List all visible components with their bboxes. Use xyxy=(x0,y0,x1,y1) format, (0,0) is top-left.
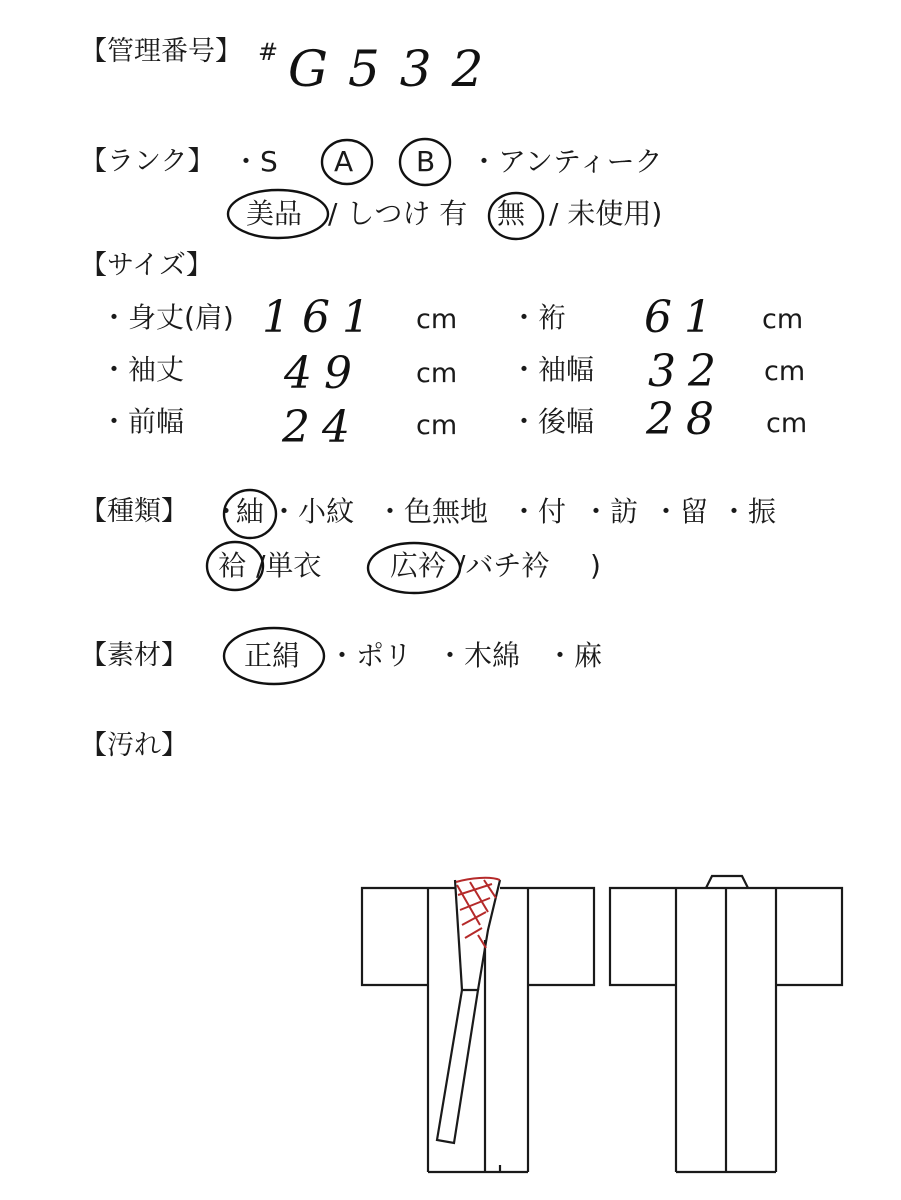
height-label: ・身丈(肩) xyxy=(100,301,234,334)
rank-option-antique: ・アンティーク xyxy=(470,145,663,178)
sleeve-length-total-unit: cm xyxy=(762,304,804,335)
material-linen: ・麻 xyxy=(546,639,603,672)
condition-good: 美品 xyxy=(246,197,303,230)
material-cotton: ・木綿 xyxy=(436,639,521,672)
hash-mark: # xyxy=(258,38,279,66)
rank-option-a: A xyxy=(334,145,354,178)
material-silk: 正絹 xyxy=(244,639,301,672)
back-width-label: ・後幅 xyxy=(510,405,595,438)
type-komon: ・小紋 xyxy=(270,495,355,528)
rank-option-b: B xyxy=(416,145,436,178)
sleeve-length-total-value: 61 xyxy=(644,292,724,343)
kimono-back-icon xyxy=(610,876,842,1172)
type-hiroeri: 広衿 xyxy=(390,549,447,582)
height-value: 161 xyxy=(262,292,382,343)
sleeve-width-unit: cm xyxy=(764,356,806,387)
type-iromuji: ・色無地 xyxy=(376,495,489,528)
type-tomesode: ・留 xyxy=(652,495,709,528)
type-tsukesage: ・付 xyxy=(510,495,567,528)
condition-none: 無 xyxy=(497,197,526,230)
type-furisode: ・振 xyxy=(720,495,777,528)
size-label: 【サイズ】 xyxy=(80,250,213,281)
front-width-unit: cm xyxy=(416,410,458,441)
sleeve-width-value: 32 xyxy=(648,346,728,397)
front-width-label: ・前幅 xyxy=(100,405,185,438)
sleeve-height-value: 49 xyxy=(284,348,364,399)
sleeve-height-unit: cm xyxy=(416,358,458,389)
sleeve-height-label: ・袖丈 xyxy=(100,353,185,386)
type-tsumugi: 紬 xyxy=(236,495,265,528)
sleeve-length-total-label: ・裄 xyxy=(510,301,567,334)
type-close-paren: ) xyxy=(590,549,601,582)
rank-label: 【ランク】 xyxy=(80,146,215,177)
sleeve-width-label: ・袖幅 xyxy=(510,353,595,386)
back-width-unit: cm xyxy=(766,408,808,439)
material-label: 【素材】 xyxy=(80,640,188,671)
type-bullet: ・ xyxy=(212,495,241,528)
height-unit: cm xyxy=(416,304,458,335)
condition-basting: / しつけ 有 xyxy=(328,197,468,230)
type-hitoe: /単衣 xyxy=(256,549,322,582)
condition-unused: / 未使用) xyxy=(549,197,663,230)
type-houmongi: ・訪 xyxy=(582,495,639,528)
kimono-front-icon xyxy=(362,878,594,1172)
control-number-value: G532 xyxy=(288,40,504,98)
front-width-value: 24 xyxy=(282,402,362,453)
type-awase: 袷 xyxy=(218,549,247,582)
stain-label: 【汚れ】 xyxy=(80,730,188,761)
control-number-label: 【管理番号】 xyxy=(80,36,242,67)
type-bachieri: /バチ衿 xyxy=(456,549,550,582)
type-label: 【種類】 xyxy=(80,496,188,527)
material-poly: ・ポリ xyxy=(328,639,413,672)
rank-option-s: ・S xyxy=(232,145,278,178)
back-width-value: 28 xyxy=(646,394,726,445)
